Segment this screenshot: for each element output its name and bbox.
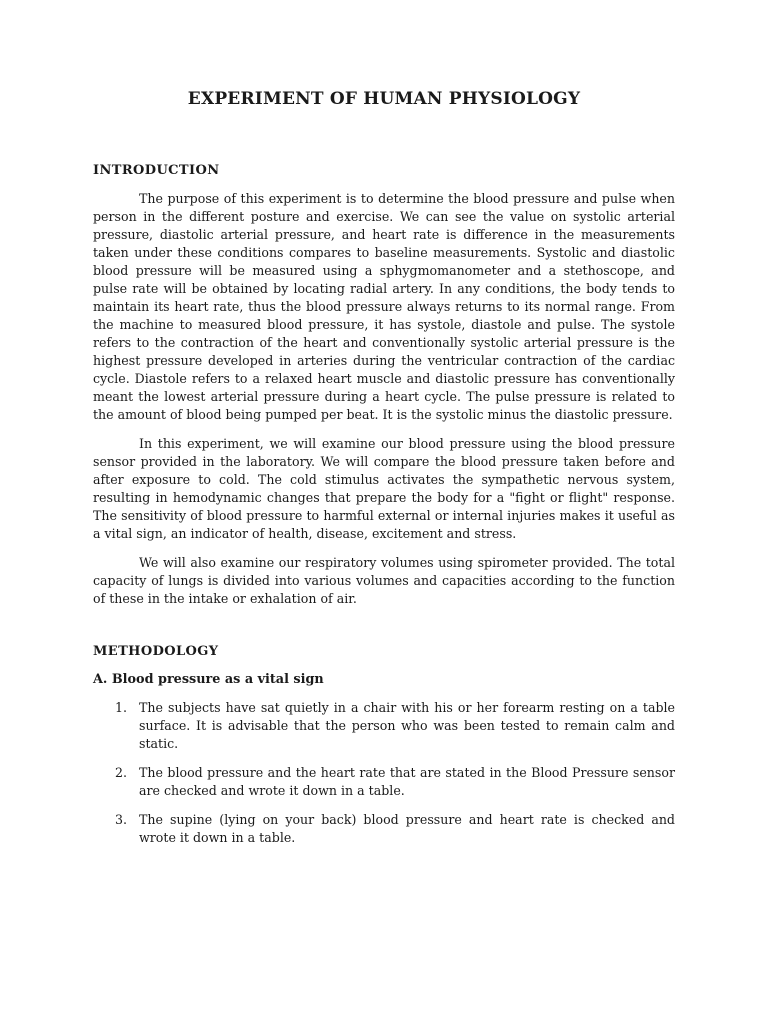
step-text: The subjects have sat quietly in a chair with his or her forearm resting on a table surface. It is advisable that the person who was been tested to remain calm and static. — [139, 700, 675, 751]
step-number: 2. — [115, 765, 128, 780]
step-text: The blood pressure and the heart rate that are stated in the Blood Pressure sensor are checked and wrote it down in a table. — [139, 765, 675, 798]
intro-paragraph-2: In this experiment, we will examine our blood pressure using the blood pressure sensor provided in the laboratory. We will compare the blood pressure taken before and after exposure to cold. The cold stimulus activates the sympathetic nervous system, resulting in hemodynamic changes that prepare the body for a "fight or flight" response. The sensitivity of blood pressure to harmful external or internal injuries makes it useful as a vital sign, an indicator of health, disease, excitement and stress. — [93, 436, 675, 541]
intro-paragraph-3: We will also examine our respiratory volumes using spirometer provided. The total capacity of lungs is divided into various volumes and capacities according to the function of these in the intake or exhalation of air. — [93, 555, 675, 606]
introduction-heading: INTRODUCTION — [93, 163, 220, 178]
step-number: 3. — [115, 812, 128, 827]
step-number: 1. — [115, 700, 128, 715]
list-item — [93, 699, 675, 753]
subsection-a-heading: A. Blood pressure as a vital sign — [93, 672, 324, 687]
methodology-heading: METHODOLOGY — [93, 644, 219, 659]
list-item — [93, 811, 675, 847]
document-title: EXPERIMENT OF HUMAN PHYSIOLOGY — [187, 89, 581, 109]
step-text: The supine (lying on your back) blood pressure and heart rate is checked and wrote it down in a table. — [139, 812, 675, 845]
intro-paragraph-1: The purpose of this experiment is to determine the blood pressure and pulse when person in the different posture and exercise. We can see the value on systolic arterial pressure, diastolic arterial pressure, and heart rate is difference in the measurements taken under these conditions compares to baseline measurements. Systolic and diastolic blood pressure will be measured using a sphygmomanometer and a stethoscope, and pulse rate will be obtained by locating radial artery. In any conditions, the body tends to maintain its heart rate, thus the blood pressure always returns to its normal range. From the machine to measured blood pressure, it has systole, diastole and pulse. The systole refers to the contraction of the heart and conventionally systolic arterial pressure is the highest pressure developed in arteries during the ventricular contraction of the cardiac cycle. Diastole refers to a relaxed heart muscle and diastolic pressure has conventionally meant the lowest arterial pressure during a heart cycle. The pulse pressure is related to the amount of blood being pumped per beat. It is the systolic minus the diastolic pressure. — [93, 191, 675, 422]
methodology-steps-list — [93, 699, 675, 847]
list-item — [93, 764, 675, 800]
document-page — [93, 86, 675, 858]
section-spacer — [93, 619, 675, 643]
